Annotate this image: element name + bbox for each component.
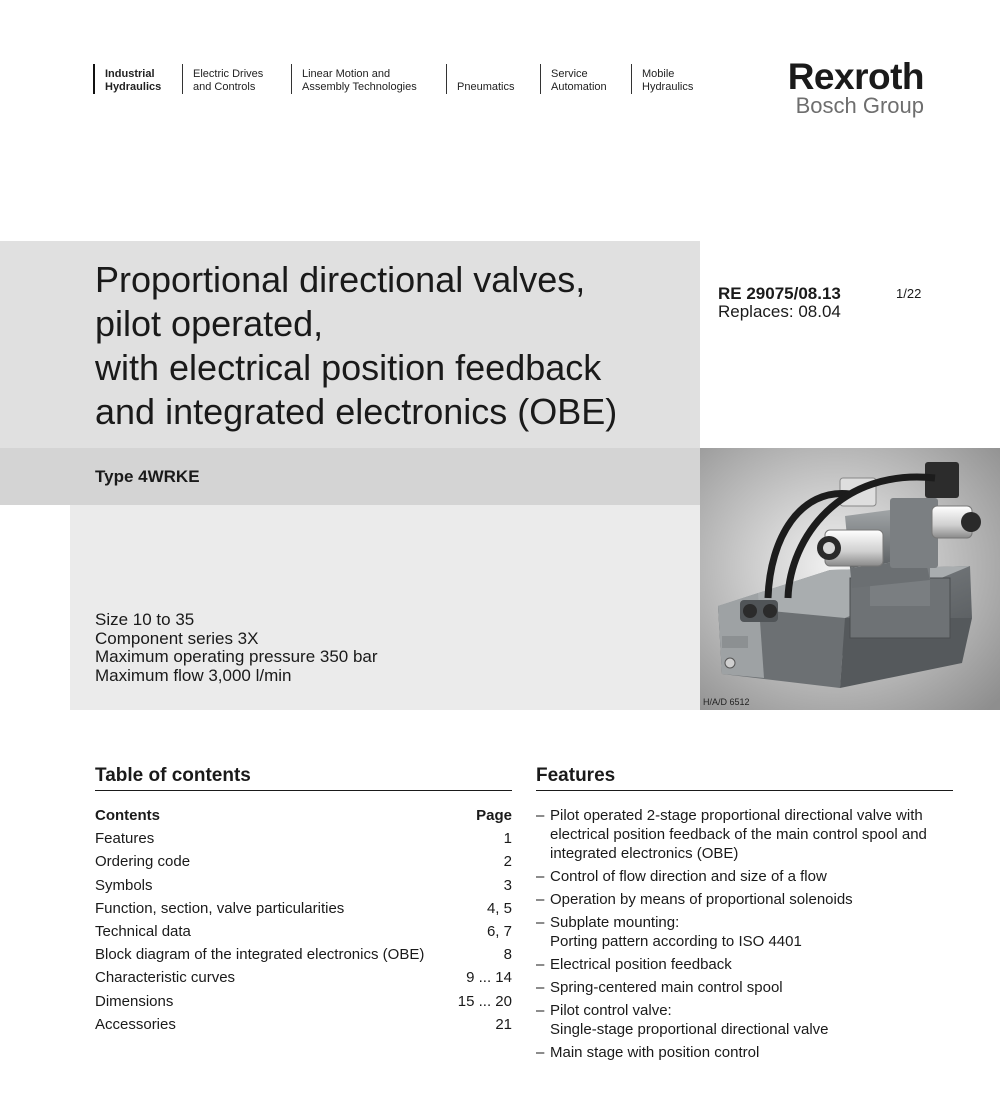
feature-item	[536, 1001, 956, 1039]
logo-wordmark: Rexroth	[787, 56, 924, 97]
document-number: RE 29075/08.13	[718, 284, 841, 303]
toc-row[interactable]	[95, 968, 512, 991]
nav-item-line2: Hydraulics	[105, 81, 162, 93]
toc-row[interactable]	[95, 945, 512, 968]
nav-item-line1: Industrial	[105, 68, 155, 80]
toc-page: 4, 5	[486, 899, 512, 917]
feature-line: – Control of flow direction and size of a flow	[550, 868, 827, 885]
toc-label: Ordering code	[95, 853, 191, 871]
toc-page: 8	[503, 946, 512, 964]
nav-item-line1: Service	[551, 68, 588, 80]
logo-subtitle: Bosch Group	[795, 93, 924, 118]
spec-line: Maximum flow 3,000 l/min	[95, 665, 292, 685]
toc-label: Technical data	[95, 922, 191, 940]
toc-page: 3	[503, 876, 512, 894]
type-designation: Type 4WRKE	[95, 467, 200, 486]
feature-line: integrated electronics (OBE)	[550, 845, 739, 862]
toc-row[interactable]	[95, 992, 512, 1015]
nav-item-mobile-hydraulics[interactable]	[631, 64, 721, 94]
toc-page: 1	[503, 830, 512, 848]
document-reference	[718, 285, 841, 321]
spec-list	[95, 611, 378, 685]
toc-page: 9 ... 14	[466, 969, 512, 987]
nav-item-service-automation[interactable]	[540, 64, 631, 94]
feature-line: electrical position feedback of the main control spool and	[550, 826, 927, 843]
feature-item	[536, 890, 956, 909]
nav-item-line2: and Controls	[193, 81, 256, 93]
toc-page: 6, 7	[486, 922, 512, 940]
nav-item-electric-drives[interactable]	[182, 64, 291, 94]
toc-col-contents: Contents	[95, 807, 160, 824]
toc-label: Characteristic curves	[95, 969, 236, 987]
feature-line: – Pilot control valve:	[550, 1002, 672, 1019]
toc-col-page: Page	[476, 807, 512, 824]
table-of-contents	[95, 806, 512, 1038]
toc-header-row	[95, 806, 512, 829]
features-list	[536, 806, 956, 1066]
rexroth-logo	[788, 58, 924, 118]
toc-row[interactable]	[95, 922, 512, 945]
spec-line: Component series 3X	[95, 628, 259, 648]
nav-item-line1: Mobile	[642, 68, 675, 80]
feature-item	[536, 867, 956, 886]
spec-line: Maximum operating pressure 350 bar	[95, 647, 378, 666]
feature-item	[536, 913, 956, 951]
toc-row[interactable]	[95, 876, 512, 899]
toc-page: 2	[503, 853, 512, 871]
feature-line: – Pilot operated 2-stage proportional directional valve with	[550, 807, 923, 824]
nav-item-pneumatics[interactable]	[446, 64, 540, 94]
title-line: with electrical position feedback	[95, 347, 602, 388]
feature-line: Porting pattern according to ISO 4401	[550, 933, 802, 950]
title-line: and integrated electronics (OBE)	[95, 391, 618, 432]
title-line: pilot operated,	[95, 303, 324, 344]
toc-page: 21	[495, 1015, 512, 1033]
toc-label: Symbols	[95, 876, 153, 894]
feature-line: Single-stage proportional directional valve	[550, 1021, 829, 1038]
feature-item	[536, 978, 956, 997]
feature-line: – Operation by means of proportional solenoids	[550, 891, 853, 908]
feature-item	[536, 806, 956, 863]
toc-row[interactable]	[95, 1015, 512, 1038]
valve-photo	[700, 448, 1000, 710]
feature-item	[536, 955, 956, 974]
nav-item-linear-motion[interactable]	[291, 64, 446, 94]
feature-item	[536, 1043, 956, 1062]
toc-label: Block diagram of the integrated electronics (OBE)	[95, 946, 425, 964]
page-title	[95, 258, 695, 434]
nav-item-line2: Pneumatics	[457, 81, 515, 93]
nav-item-line2: Automation	[551, 81, 607, 93]
spec-line: Size 10 to 35	[95, 610, 195, 629]
toc-heading: Table of contents	[95, 765, 512, 791]
nav-item-line1: Electric Drives	[193, 68, 264, 80]
nav-item-industrial-hydraulics[interactable]	[93, 64, 181, 94]
toc-row[interactable]	[95, 852, 512, 875]
page-number: 1/22	[896, 286, 922, 301]
features-heading: Features	[536, 765, 953, 791]
solenoid-left	[817, 530, 883, 566]
toc-page: 15 ... 20	[457, 992, 512, 1010]
toc-row[interactable]	[95, 899, 512, 922]
toc-label: Accessories	[95, 1015, 176, 1033]
feature-line: – Electrical position feedback	[550, 956, 732, 973]
toc-label: Function, section, valve particularities	[95, 899, 345, 917]
feature-line: – Spring-centered main control spool	[550, 979, 783, 996]
toc-label: Features	[95, 830, 155, 848]
replaces-note: Replaces: 08.04	[718, 302, 841, 321]
toc-label: Dimensions	[95, 992, 174, 1010]
feature-line: – Subplate mounting:	[550, 914, 680, 931]
toc-row[interactable]	[95, 829, 512, 852]
photo-caption: H/A/D 6512	[703, 697, 750, 707]
nav-item-line2: Hydraulics	[642, 81, 694, 93]
nav-item-line1: Linear Motion and	[302, 68, 391, 80]
title-line: Proportional directional valves,	[95, 259, 586, 300]
nav-item-line2: Assembly Technologies	[302, 81, 417, 93]
feature-line: – Main stage with position control	[550, 1044, 760, 1061]
